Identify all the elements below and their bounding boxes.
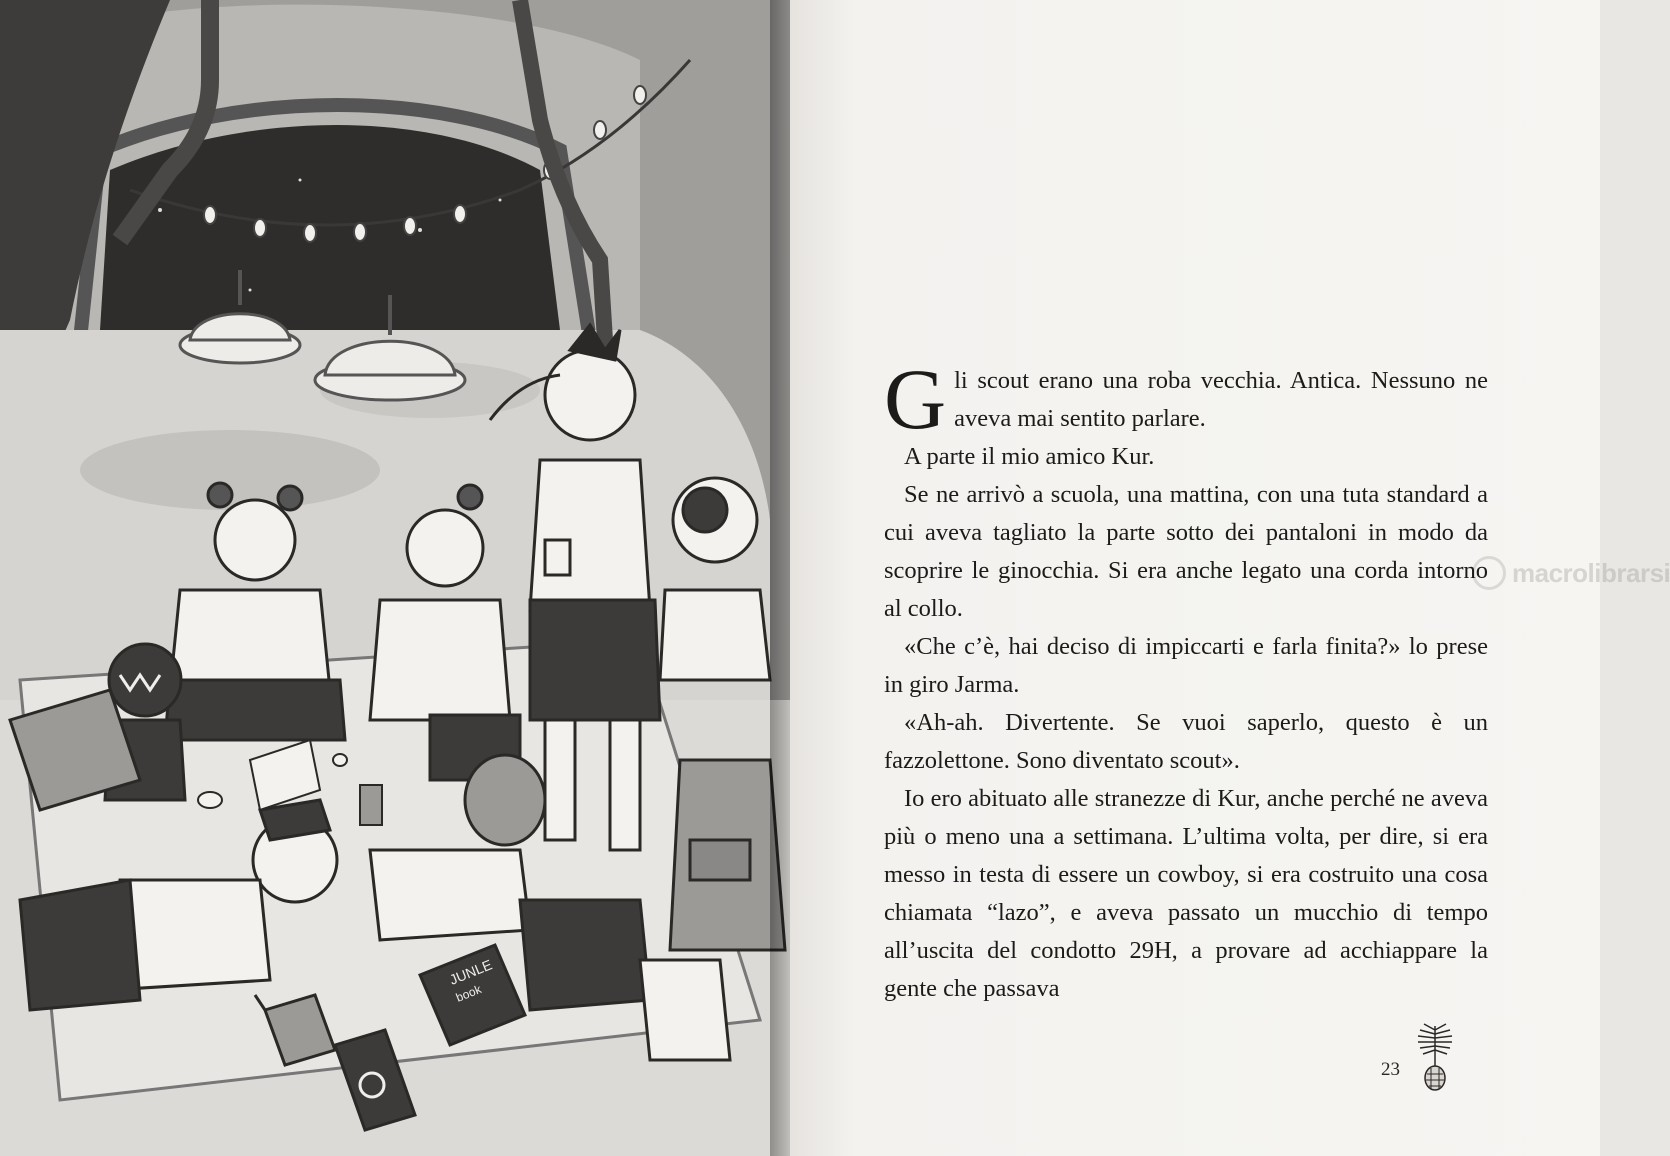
book-title-2: book (453, 982, 484, 1005)
paragraph-6: Io ero abituato alle stranezze di Kur, anche perché ne aveva più o meno una a settimana. L’ultima volta, per dire, si era messo in testa di essere un cowboy, si era costruito una cosa chiamata “lazo”, e aveva passato un mucchio di tempo all’uscita del condotto 29H, a provare ad acchiappare la gente che passava (884, 785, 1488, 1002)
watermark-text: macrolibrarsi (1512, 557, 1670, 588)
pine-cone-icon (1412, 1022, 1458, 1092)
paragraph-3: Se ne arrivò a scuola, una mattina, con una tuta standard a cui aveva tagliato la parte sotto dei pantaloni in modo da scoprire le ginocchia. Si era anche legato una corda intorno al collo. (884, 481, 1488, 622)
illustration-page (0, 0, 790, 1156)
paragraph-1-text: li scout erano una roba vecchia. Antica. Nessuno ne aveva mai sentito parlare. (954, 367, 1488, 432)
page-number: 23 (1381, 1059, 1400, 1080)
paragraph-1 (884, 351, 1488, 447)
text-page (790, 0, 1670, 1156)
story-text (884, 351, 1488, 1008)
book-title-1: JUNLE (447, 956, 495, 988)
paragraph-5: «Ah-ah. Divertente. Se vuoi saperlo, questo è un fazzolettone. Sono diventato scout». (884, 709, 1488, 774)
scouts-camp-illustration (0, 0, 790, 1156)
paragraph-2: A parte il mio amico Kur. (904, 443, 1155, 470)
drop-cap: G (884, 351, 947, 447)
paragraph-4: «Che c’è, hai deciso di impiccarti e farla finita?» lo prese in giro Jarma. (884, 633, 1488, 698)
watermark (1472, 556, 1670, 590)
